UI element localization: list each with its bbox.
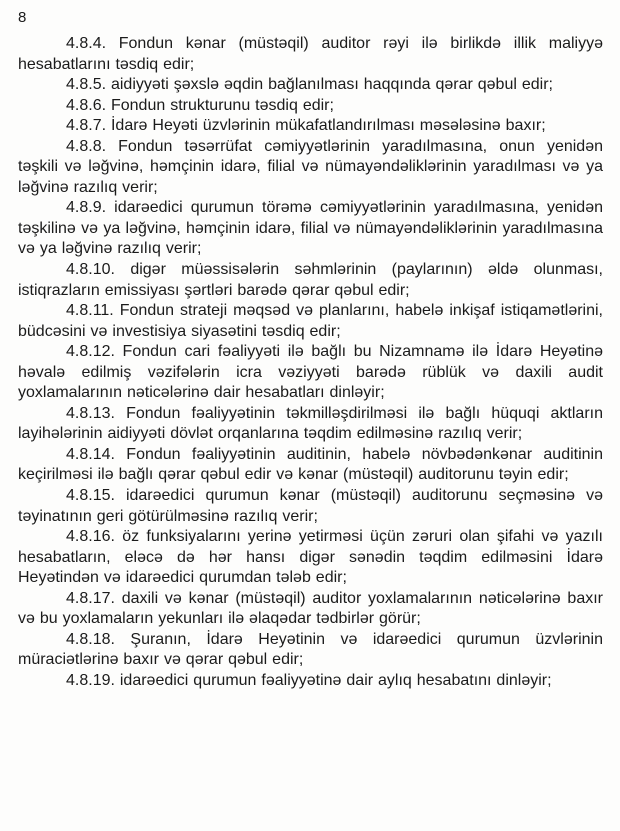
clause-4-8-8: 4.8.8. Fondun təsərrüfat cəmiyyətlərinin yaradılmasına, onun yenidən təşkili və ləğvinə, həmçinin idarə, filial və nümayəndəliklərinin yaradılması və ya ləğvinə razılıq verir;	[18, 137, 603, 196]
document-body	[18, 34, 603, 692]
page-number: 8	[18, 9, 27, 26]
clause-4-8-5: 4.8.5. aidiyyəti şəxslə əqdin bağlanılması haqqında qərar qəbul edir;	[66, 76, 553, 94]
clause-4-8-18: 4.8.18. Şuranın, İdarə Heyətinin və idarəedici qurumun üzvlərinin müraciətlərinə baxır və qərar qəbul edir;	[18, 630, 603, 669]
clause-4-8-13: 4.8.13. Fondun fəaliyyətinin təkmilləşdirilməsi ilə bağlı hüquqi aktların layihələrinin aidiyyəti dövlət orqanlarına təqdim edilməsinə razılıq verir;	[18, 404, 603, 443]
clause-4-8-12: 4.8.12. Fondun cari fəaliyyəti ilə bağlı bu Nizamnamə ilə İdarə Heyətinə həvalə edilmiş vəzifələrin icra vəziyyəti barədə rüblük və daxili audit yoxlamalarının nəticələrinə dair hesabatları dinləyir;	[18, 343, 603, 402]
clause-4-8-14: 4.8.14. Fondun fəaliyyətinin auditinin, habelə növbədənkənar auditinin keçirilməsi ilə bağlı qərar qəbul edir və kənar (müstəqil) auditorunu təyin edir;	[18, 445, 603, 484]
clause-4-8-19: 4.8.19. idarəedici qurumun fəaliyyətinə dair aylıq hesabatını dinləyir;	[66, 671, 552, 689]
clause-4-8-11: 4.8.11. Fondun strateji məqsəd və planlarını, habelə inkişaf istiqamətlərini, büdcəsini və investisiya siyasətini təsdiq edir;	[18, 302, 603, 340]
clause-4-8-16: 4.8.16. öz funksiyalarını yerinə yetirməsi üçün zəruri olan şifahi və yazılı hesabatların, eləcə də hər hansı digər sənədin təqdim edilməsini İdarə Heyətindən və idarəedici qurumdan tələb edir;	[18, 528, 603, 587]
clause-4-8-7: 4.8.7. İdarə Heyəti üzvlərinin mükafatlandırılması məsələsinə baxır;	[66, 117, 546, 135]
clause-4-8-10: 4.8.10. digər müəssisələrin səhmlərinin (paylarının) əldə olunması, istiqrazların emissiyası şərtləri barədə qərar qəbul edir;	[18, 261, 603, 299]
clause-4-8-4: 4.8.4. Fondun kənar (müstəqil) auditor rəyi ilə birlikdə illik maliyyə hesabatlarını təsdiq edir;	[18, 35, 603, 73]
clause-4-8-9: 4.8.9. idarəedici qurumun törəmə cəmiyyətlərinin yaradılmasına, yenidən təşkilinə və ya ləğvinə, həmçinin idarə, filial və nümayəndəliklərinin yaradılmasına və ya ləğvinə razılıq verir;	[18, 199, 603, 258]
clause-4-8-6: 4.8.6. Fondun strukturunu təsdiq edir;	[66, 96, 334, 114]
clause-4-8-15: 4.8.15. idarəedici qurumun kənar (müstəqil) auditorunu seçməsinə və təyinatının geri götürülməsinə razılıq verir;	[18, 487, 603, 525]
clause-4-8-17: 4.8.17. daxili və kənar (müstəqil) auditor yoxlamalarının nəticələrinə baxır və bu yoxlamaların yekunları ilə əlaqədar tədbirlər görür;	[18, 589, 603, 628]
